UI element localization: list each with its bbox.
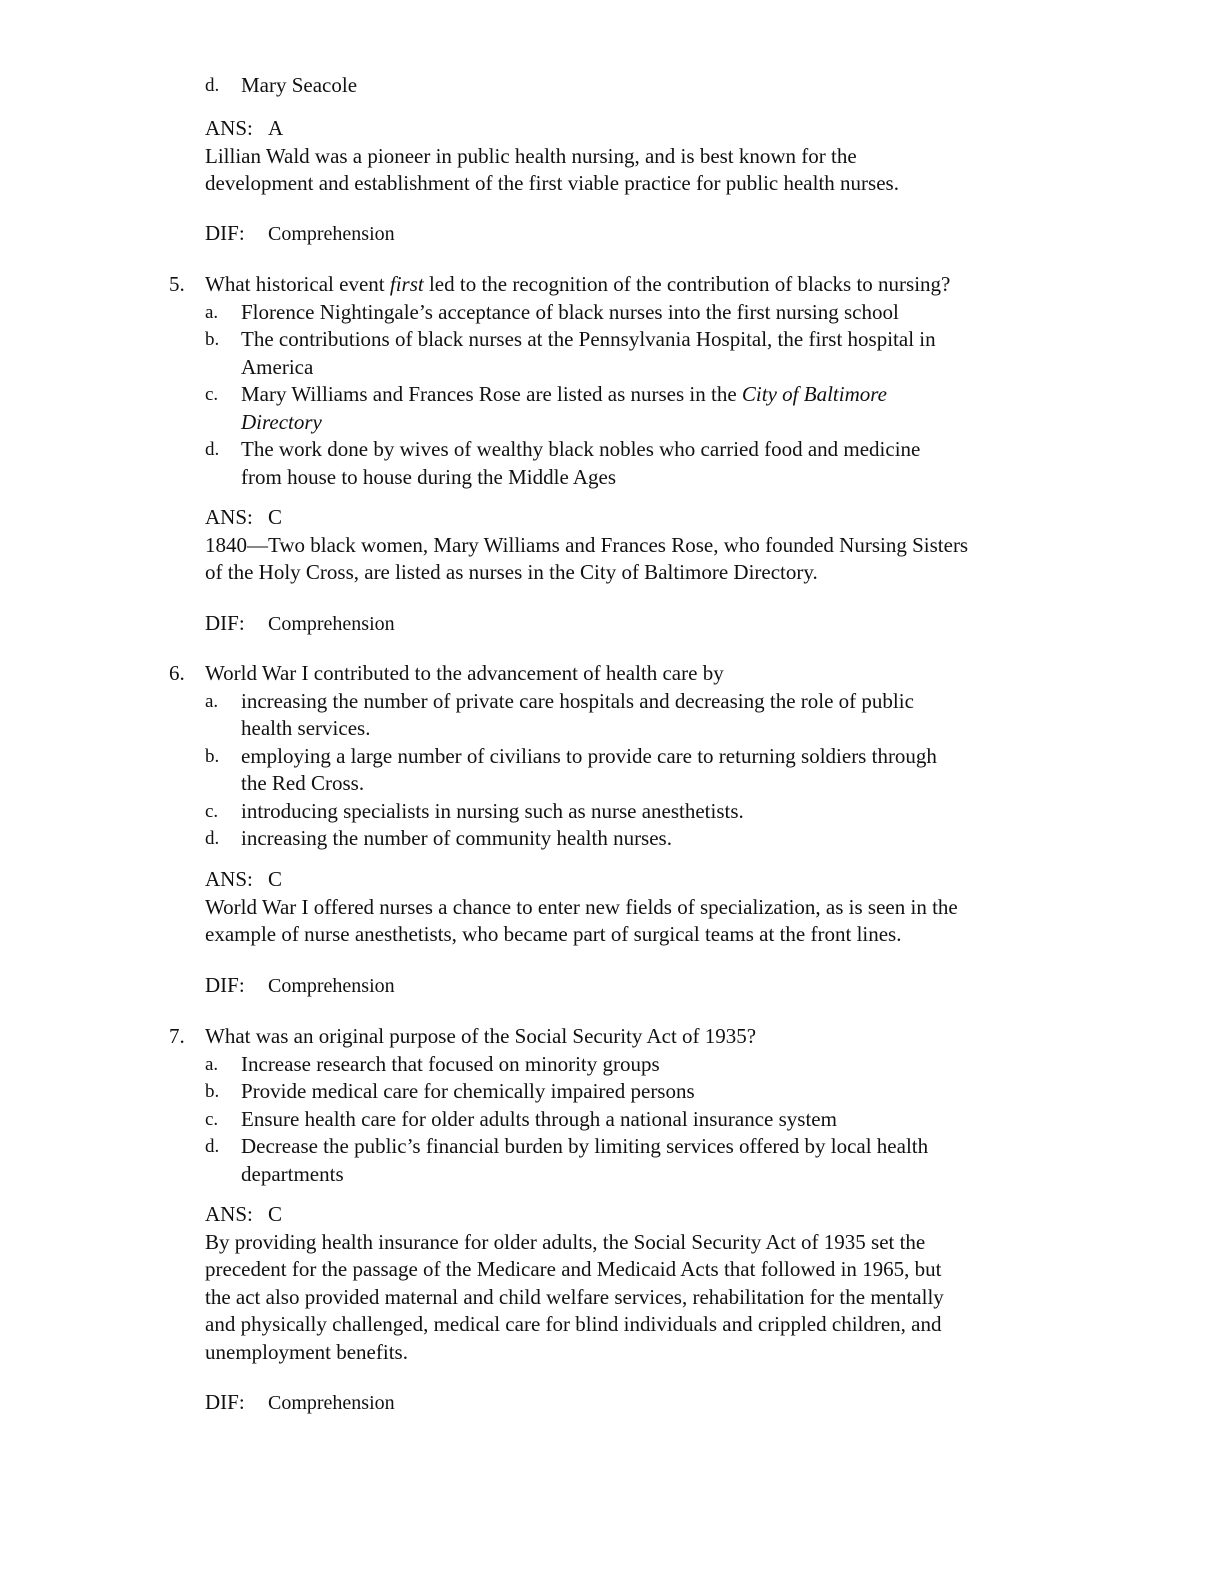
answer-value: A: [268, 116, 284, 140]
q4-option-d: [205, 72, 1085, 100]
question-stem: [205, 271, 1085, 299]
q7-difficulty: [205, 1389, 1085, 1418]
rationale-line: 1840—Two black women, Mary Williams and Frances Rose, who founded Nursing Sisters: [205, 532, 969, 557]
answer-label: ANS:: [205, 867, 253, 891]
dif-label: DIF:: [205, 1390, 245, 1414]
rationale-line: precedent for the passage of the Medicare and Medicaid Acts that followed in 1965, but: [205, 1257, 942, 1281]
option-text: Decrease the public’s financial burden by limiting services offered by local health: [241, 1134, 929, 1158]
answer-label: ANS:: [205, 505, 253, 529]
dif-label: DIF:: [205, 611, 245, 635]
dif-value: Comprehension: [268, 223, 395, 245]
answer-value: C: [268, 505, 283, 529]
option-letter: c.: [205, 1108, 219, 1130]
option-text: Florence Nightingale’s acceptance of black nurses into the first nursing school: [241, 299, 899, 324]
q6-answer: [205, 866, 1085, 949]
option-letter: d.: [205, 75, 220, 96]
option-d: [205, 825, 1085, 853]
rationale-line: By providing health insurance for older adults, the Social Security Act of 1935 set the: [205, 1229, 926, 1254]
option-b: [205, 326, 1085, 381]
option-emphasis: Directory: [241, 409, 322, 434]
option-c: [205, 381, 1085, 436]
option-letter: b.: [205, 745, 220, 767]
dif-value: Comprehension: [268, 613, 395, 635]
option-text: from house to house during the Middle Ages: [241, 464, 617, 489]
stem-text: What historical event: [205, 272, 390, 296]
question-number: 5.: [169, 272, 185, 296]
option-text: Increase research that focused on minority groups: [241, 1051, 660, 1076]
option-c: [205, 1106, 1085, 1134]
option-text: Mary Seacole: [241, 73, 358, 97]
question-number: 6.: [169, 661, 185, 685]
option-text: departments: [241, 1161, 344, 1186]
q4-difficulty: [205, 220, 1085, 249]
option-c: [205, 798, 1085, 826]
option-a: [205, 299, 1085, 327]
answer-label: ANS:: [205, 116, 253, 140]
rationale-line: development and establishment of the first viable practice for public health nurses.: [205, 171, 899, 195]
question-6: [169, 660, 1085, 853]
option-text: The work done by wives of wealthy black nobles who carried food and medicine: [241, 437, 921, 461]
dif-value: Comprehension: [268, 975, 395, 997]
rationale-line: Lillian Wald was a pioneer in public health nursing, and is best known for the: [205, 143, 857, 168]
rationale-line: and physically challenged, medical care for blind individuals and crippled children, and: [205, 1312, 942, 1336]
question-stem: World War I contributed to the advancement of health care by: [205, 661, 724, 685]
option-text: health services.: [241, 716, 371, 740]
stem-emphasis: first: [389, 272, 424, 296]
option-letter: a.: [205, 301, 219, 323]
option-text: The contributions of black nurses at the Pennsylvania Hospital, the first hospital in: [241, 327, 936, 351]
dif-label: DIF:: [205, 221, 245, 245]
option-letter: c.: [205, 384, 219, 405]
option-letter: a.: [205, 690, 219, 712]
stem-text: led to the recognition of the contribution of blacks to nursing?: [423, 272, 951, 296]
option-d: [205, 1133, 1085, 1188]
answer-label: ANS:: [205, 1202, 253, 1226]
option-a: [205, 688, 1085, 743]
rationale-line: the act also provided maternal and child welfare services, rehabilitation for the mentally: [205, 1284, 944, 1309]
option-letter: c.: [205, 800, 219, 822]
option-letter: d.: [205, 1136, 220, 1157]
rationale-line: unemployment benefits.: [205, 1339, 408, 1364]
option-letter: b.: [205, 329, 220, 350]
rationale-line: World War I offered nurses a chance to enter new fields of specialization, as is seen in the: [205, 894, 958, 919]
dif-value: Comprehension: [268, 1392, 395, 1414]
option-text: the Red Cross.: [241, 771, 365, 795]
option-text: Mary Williams and Frances Rose are listed as nurses in the: [241, 382, 742, 406]
option-emphasis: City of Baltimore: [741, 382, 887, 406]
option-text: America: [241, 354, 314, 379]
dif-label: DIF:: [205, 973, 245, 997]
option-letter: d.: [205, 439, 220, 460]
q5-answer: [205, 504, 1085, 587]
rationale-line: of the Holy Cross, are listed as nurses in the City of Baltimore Directory.: [205, 560, 818, 584]
option-text: introducing specialists in nursing such as nurse anesthetists.: [241, 798, 744, 823]
question-5: [169, 271, 1085, 491]
option-b: [205, 1078, 1085, 1106]
q4-answer: [205, 115, 1085, 198]
option-text: employing a large number of civilians to provide care to returning soldiers through: [241, 743, 937, 768]
question-7: [169, 1023, 1085, 1188]
answer-value: C: [268, 1202, 283, 1226]
option-letter: d.: [205, 828, 220, 849]
option-letter: b.: [205, 1081, 220, 1102]
option-text: Provide medical care for chemically impaired persons: [241, 1079, 695, 1103]
option-b: [205, 743, 1085, 798]
option-a: [205, 1051, 1085, 1079]
option-text: increasing the number of community health nurses.: [241, 826, 672, 850]
q7-answer: [205, 1201, 1085, 1366]
question-stem: What was an original purpose of the Social Security Act of 1935?: [205, 1024, 757, 1048]
question-number: 7.: [169, 1024, 185, 1048]
option-letter: a.: [205, 1053, 219, 1075]
option-d: [205, 436, 1085, 491]
rationale-line: example of nurse anesthetists, who became part of surgical teams at the front lines.: [205, 922, 902, 946]
option-text: increasing the number of private care hospitals and decreasing the role of public: [241, 688, 914, 713]
q5-difficulty: [205, 610, 1085, 639]
q6-difficulty: [205, 972, 1085, 1001]
option-text: Ensure health care for older adults through a national insurance system: [241, 1106, 837, 1131]
answer-value: C: [268, 867, 283, 891]
